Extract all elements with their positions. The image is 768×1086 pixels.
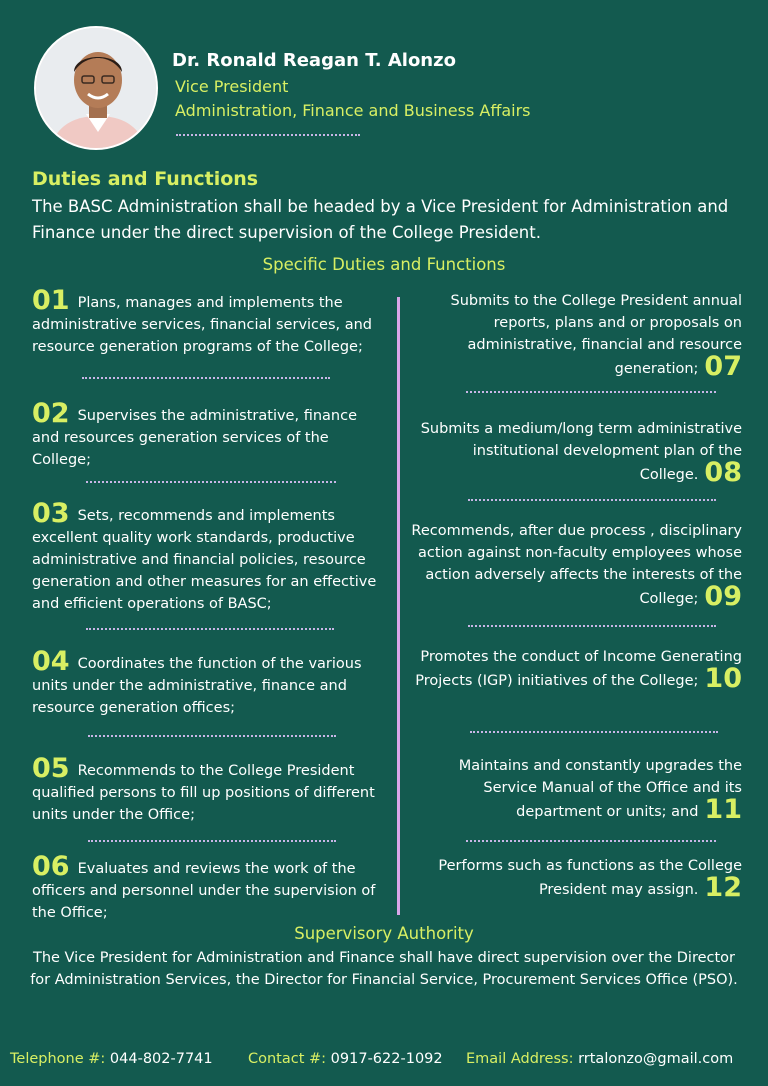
duty-item-08 [402, 418, 742, 486]
item-divider [468, 625, 716, 627]
duty-text: Evaluates and reviews the work of the officers and personnel under the supervision of the Office; [32, 861, 376, 921]
footer-contact [248, 1051, 443, 1067]
duty-item-02 [32, 398, 388, 471]
email-label: Email Address: [466, 1051, 574, 1067]
footer-email [466, 1051, 733, 1067]
duty-item-12 [402, 855, 742, 901]
item-divider [88, 735, 336, 737]
profile-photo [34, 26, 158, 150]
duty-item-11 [402, 755, 742, 823]
duty-number: 08 [704, 457, 742, 488]
item-divider [468, 499, 716, 501]
telephone-label: Telephone #: [10, 1051, 106, 1067]
duty-text: Performs such as functions as the College President may assign. [438, 858, 742, 898]
duty-text: Plans, manages and implements the administrative services, financial services, and resource generation programs of the College; [32, 295, 372, 355]
duty-item-03 [32, 498, 388, 615]
duty-number: 05 [32, 753, 70, 784]
person-portrait-icon [36, 28, 158, 150]
duty-text: Recommends, after due process , disciplinary action against non-faculty employees whose action adversely affects the interests of the College; [411, 523, 742, 607]
duty-item-04 [32, 646, 388, 719]
duty-number: 02 [32, 398, 70, 429]
profile-title: Vice President [175, 77, 289, 96]
item-divider [88, 840, 336, 842]
footer-telephone [10, 1051, 213, 1067]
duty-text: Coordinates the function of the various units under the administrative, finance and resource generation offices; [32, 656, 362, 716]
supervisory-heading: Supervisory Authority [294, 924, 474, 943]
duty-item-06 [32, 851, 388, 924]
column-divider [397, 297, 400, 915]
duty-text: Supervises the administrative, finance and resources generation services of the College; [32, 408, 357, 468]
specific-duties-heading: Specific Duties and Functions [262, 255, 506, 274]
telephone-value: 044-802-7741 [109, 1051, 213, 1067]
duty-number: 10 [704, 663, 742, 694]
supervisory-text: The Vice President for Administration and Finance shall have direct supervision over the Director for Administration Services, the Director for Financial Service, Procurement Services Office (PSO). [30, 950, 738, 988]
contact-label: Contact #: [248, 1051, 327, 1067]
duty-text: Promotes the conduct of Income Generating Projects (IGP) initiatives of the College; [415, 649, 742, 689]
duty-number: 04 [32, 646, 70, 677]
duty-item-07 [402, 290, 742, 380]
contact-value: 0917-622-1092 [330, 1051, 443, 1067]
duty-number: 12 [704, 872, 742, 903]
profile-name: Dr. Ronald Reagan T. Alonzo [172, 50, 456, 71]
profile-office: Administration, Finance and Business Affairs [175, 101, 531, 120]
duty-text: Recommends to the College President qualified persons to fill up positions of different units under the Office; [32, 763, 375, 823]
header-divider [176, 134, 360, 136]
item-divider [86, 628, 334, 630]
duty-number: 06 [32, 851, 70, 882]
duty-number: 03 [32, 498, 70, 529]
duty-item-05 [32, 753, 388, 826]
item-divider [470, 731, 718, 733]
duties-intro: The BASC Administration shall be headed by a Vice President for Administration and Finance under the direct supervision of the College President. [32, 197, 729, 242]
duty-text: Maintains and constantly upgrades the Service Manual of the Office and its department or units; and [458, 758, 742, 820]
item-divider [82, 377, 330, 379]
item-divider [466, 840, 716, 842]
duty-text: Submits a medium/long term administrative institutional development plan of the College. [420, 421, 742, 483]
duty-number: 09 [704, 581, 742, 612]
item-divider [466, 391, 716, 393]
duty-text: Submits to the College President annual reports, plans and or proposals on administrative, financial and resource generation; [450, 293, 742, 377]
duty-item-09 [402, 520, 742, 610]
email-value: rrtalonzo@gmail.com [578, 1051, 734, 1067]
item-divider [86, 481, 336, 483]
duty-number: 07 [704, 351, 742, 382]
duties-heading: Duties and Functions [32, 168, 259, 190]
duty-number: 01 [32, 285, 70, 316]
duty-item-01 [32, 285, 388, 358]
duty-number: 11 [704, 794, 742, 825]
duty-text: Sets, recommends and implements excellent quality work standards, productive administrative and financial policies, resource generation and other measures for an effective and efficient operations of BASC; [32, 508, 377, 612]
duty-item-10 [402, 646, 742, 692]
